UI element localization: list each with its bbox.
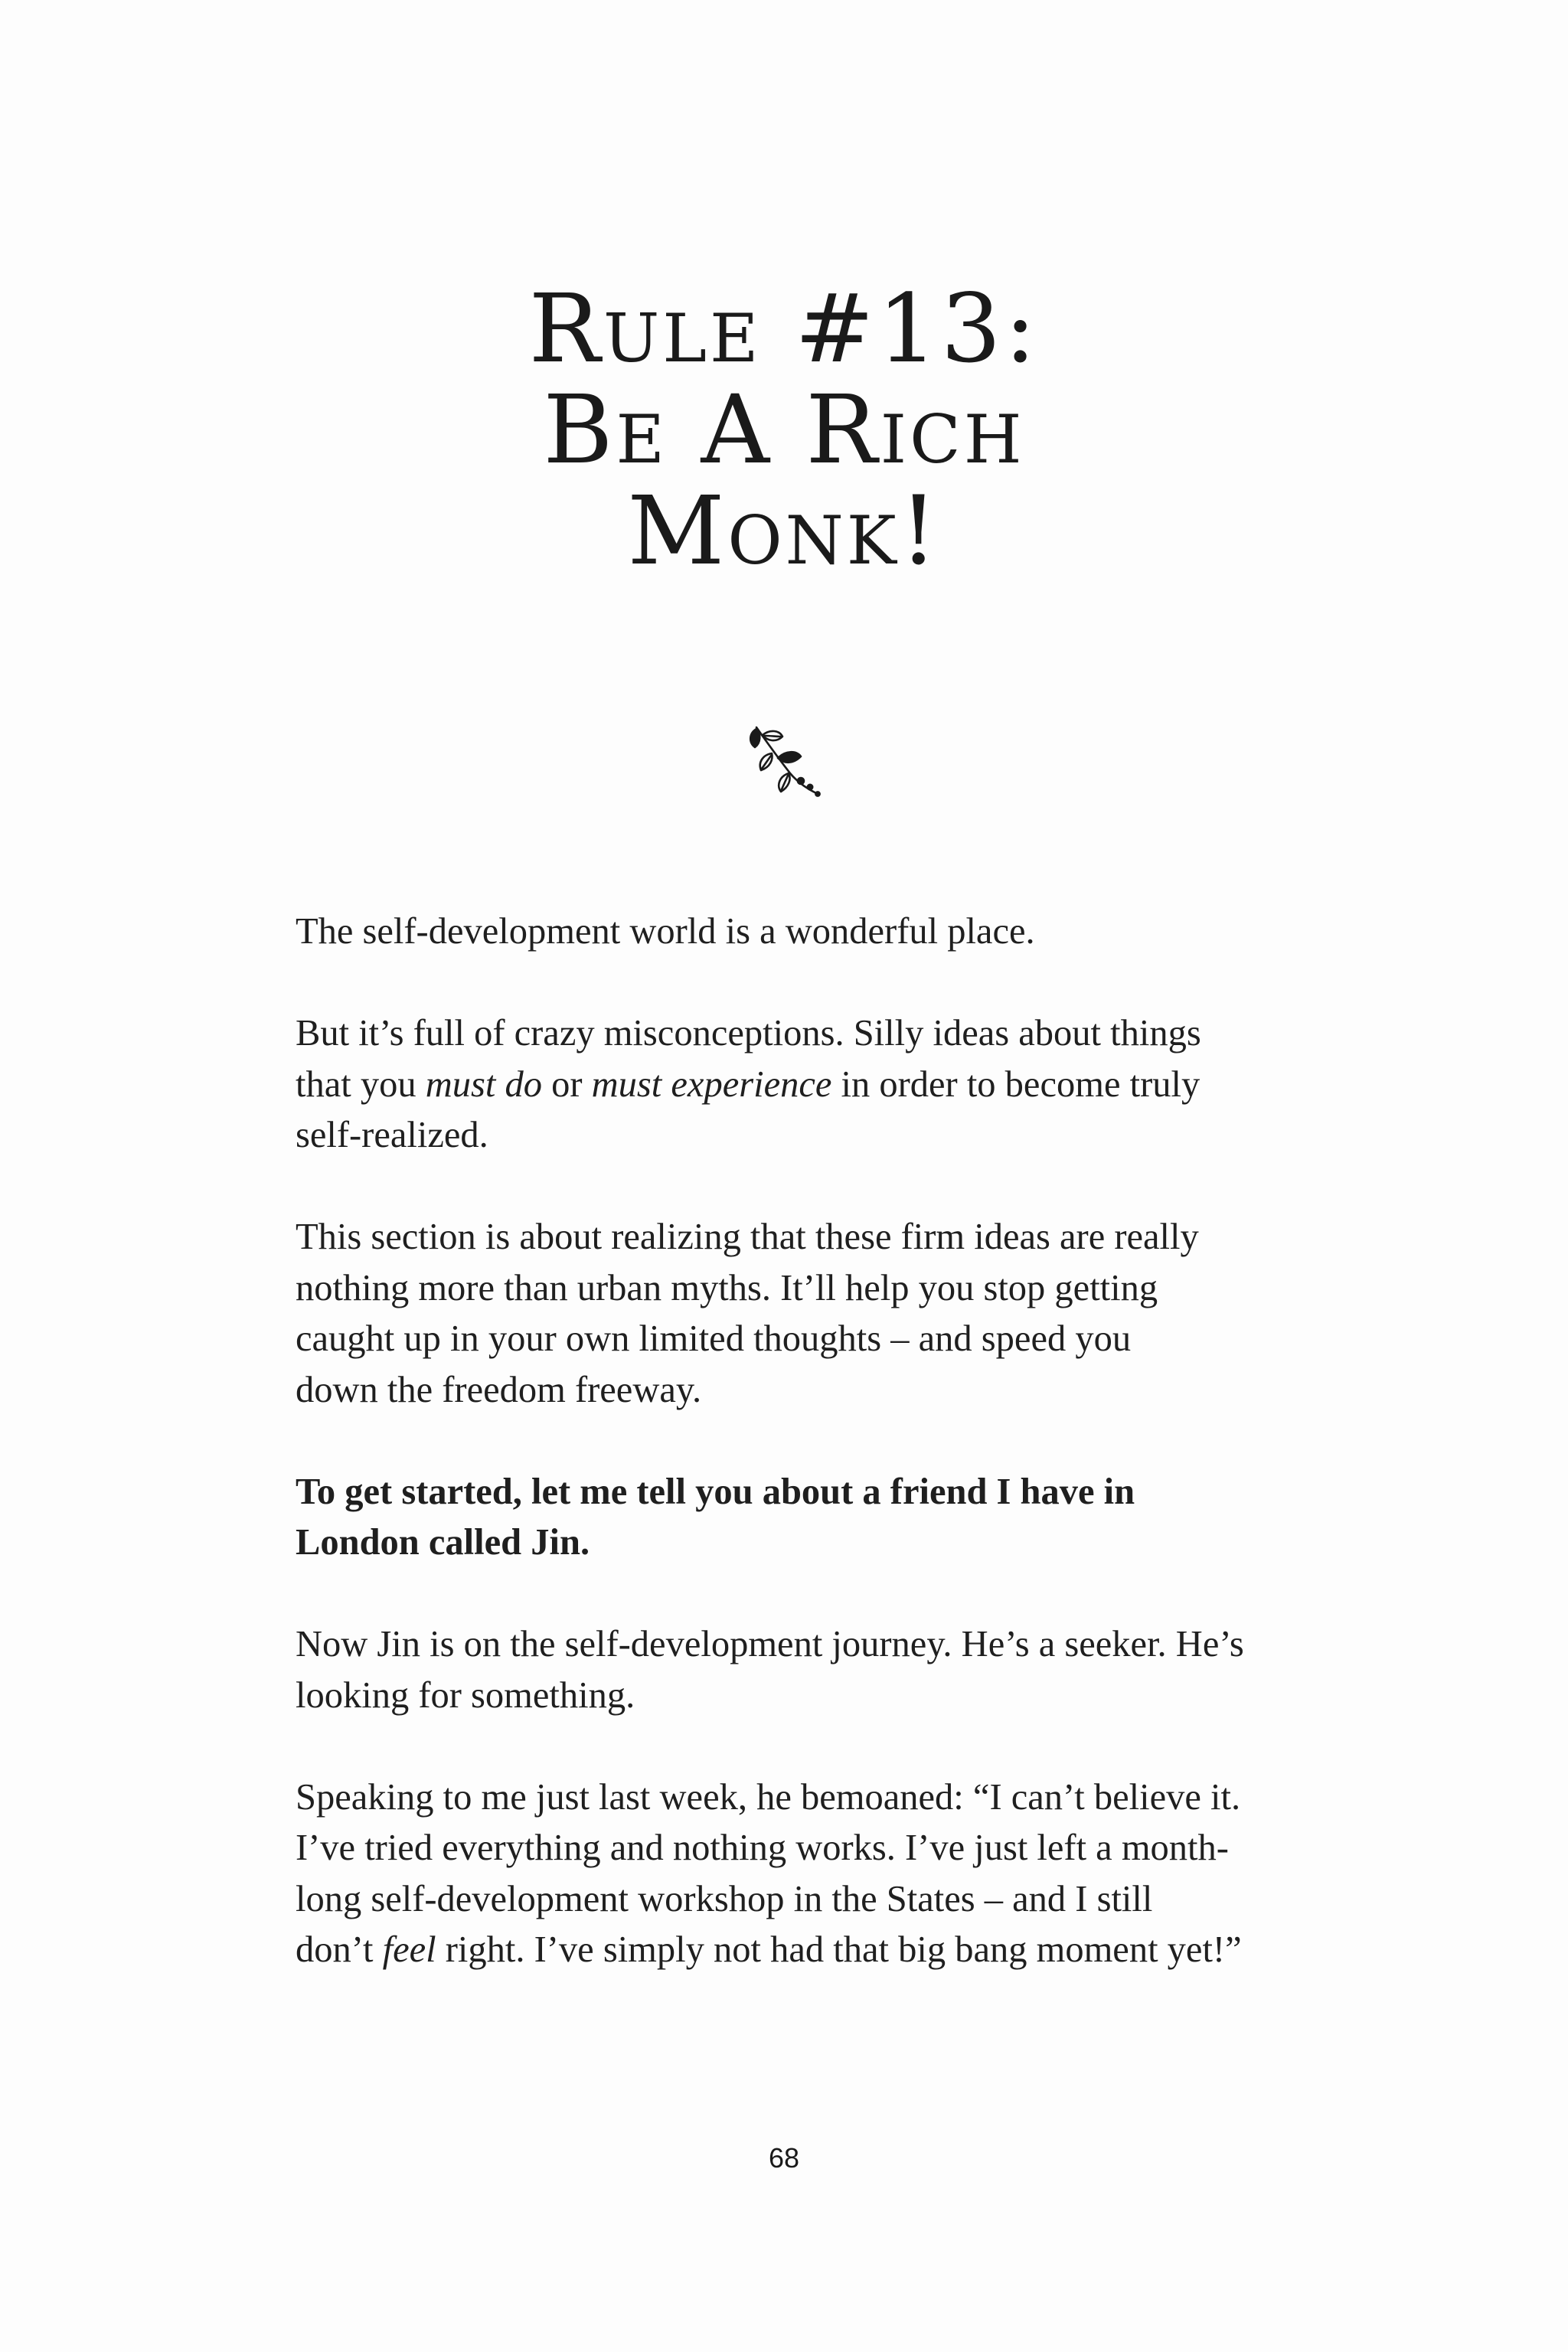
text-run: that you xyxy=(296,1063,426,1105)
paragraph-line: Speaking to me just last week, he bemoaned: “I can’t believe it. xyxy=(296,1776,1241,1818)
paragraph-line: caught up in your own limited thoughts – and speed you xyxy=(296,1318,1132,1359)
paragraph-line: long self-development workshop in the States – and I still xyxy=(296,1878,1153,1919)
text-run: or xyxy=(541,1063,592,1105)
paragraph-line: nothing more than urban myths. It’ll help you stop getting xyxy=(296,1267,1158,1308)
paragraph-line xyxy=(296,1925,1291,1976)
paragraph-line: I’ve tried everything and nothing works. I’ve just left a month- xyxy=(296,1828,1229,1868)
paragraph-line: London called Jin. xyxy=(296,1522,590,1563)
paragraph-line: To get started, let me tell you about a friend I have in xyxy=(296,1471,1135,1512)
paragraph-line: self-realized. xyxy=(296,1115,488,1155)
emphasis-text: must experience xyxy=(591,1063,832,1105)
paragraph-line: This section is about realizing that these firm ideas are really xyxy=(296,1217,1199,1257)
emphasis-text: must do xyxy=(425,1063,542,1105)
paragraph-line: But it’s full of crazy misconceptions. Silly ideas about things xyxy=(296,1013,1201,1054)
leaf-sprig-icon xyxy=(744,720,824,799)
text-run: right. I’ve simply not had that big bang moment yet!” xyxy=(436,1929,1242,1970)
paragraph-line: The self-development world is a wonderful place. xyxy=(296,911,1035,952)
paragraph-line: down the freedom freeway. xyxy=(296,1369,702,1410)
text-run: in order to become truly xyxy=(831,1063,1200,1105)
page-number: 68 xyxy=(768,2142,800,2174)
paragraph-line: Now Jin is on the self-development journey. He’s a seeker. He’s xyxy=(296,1624,1244,1664)
paragraph-3 xyxy=(296,1212,1291,1416)
paragraph-line xyxy=(296,1060,1291,1111)
chapter-title-line-3: Monk! xyxy=(627,476,941,586)
paragraph-2 xyxy=(296,1008,1291,1161)
body-text xyxy=(296,906,1291,2027)
text-run: don’t xyxy=(296,1929,383,1970)
paragraph-5 xyxy=(296,1619,1291,1721)
chapter-title-line-1: Rule #13: xyxy=(528,274,1040,384)
chapter-title xyxy=(0,274,1568,586)
paragraph-1 xyxy=(296,906,1291,958)
emphasis-text: feel xyxy=(382,1929,436,1970)
paragraph-6 xyxy=(296,1772,1291,1976)
paragraph-4-bold xyxy=(296,1467,1291,1569)
chapter-title-line-2: Be A Rich xyxy=(543,375,1025,485)
paragraph-line: looking for something. xyxy=(296,1674,635,1716)
